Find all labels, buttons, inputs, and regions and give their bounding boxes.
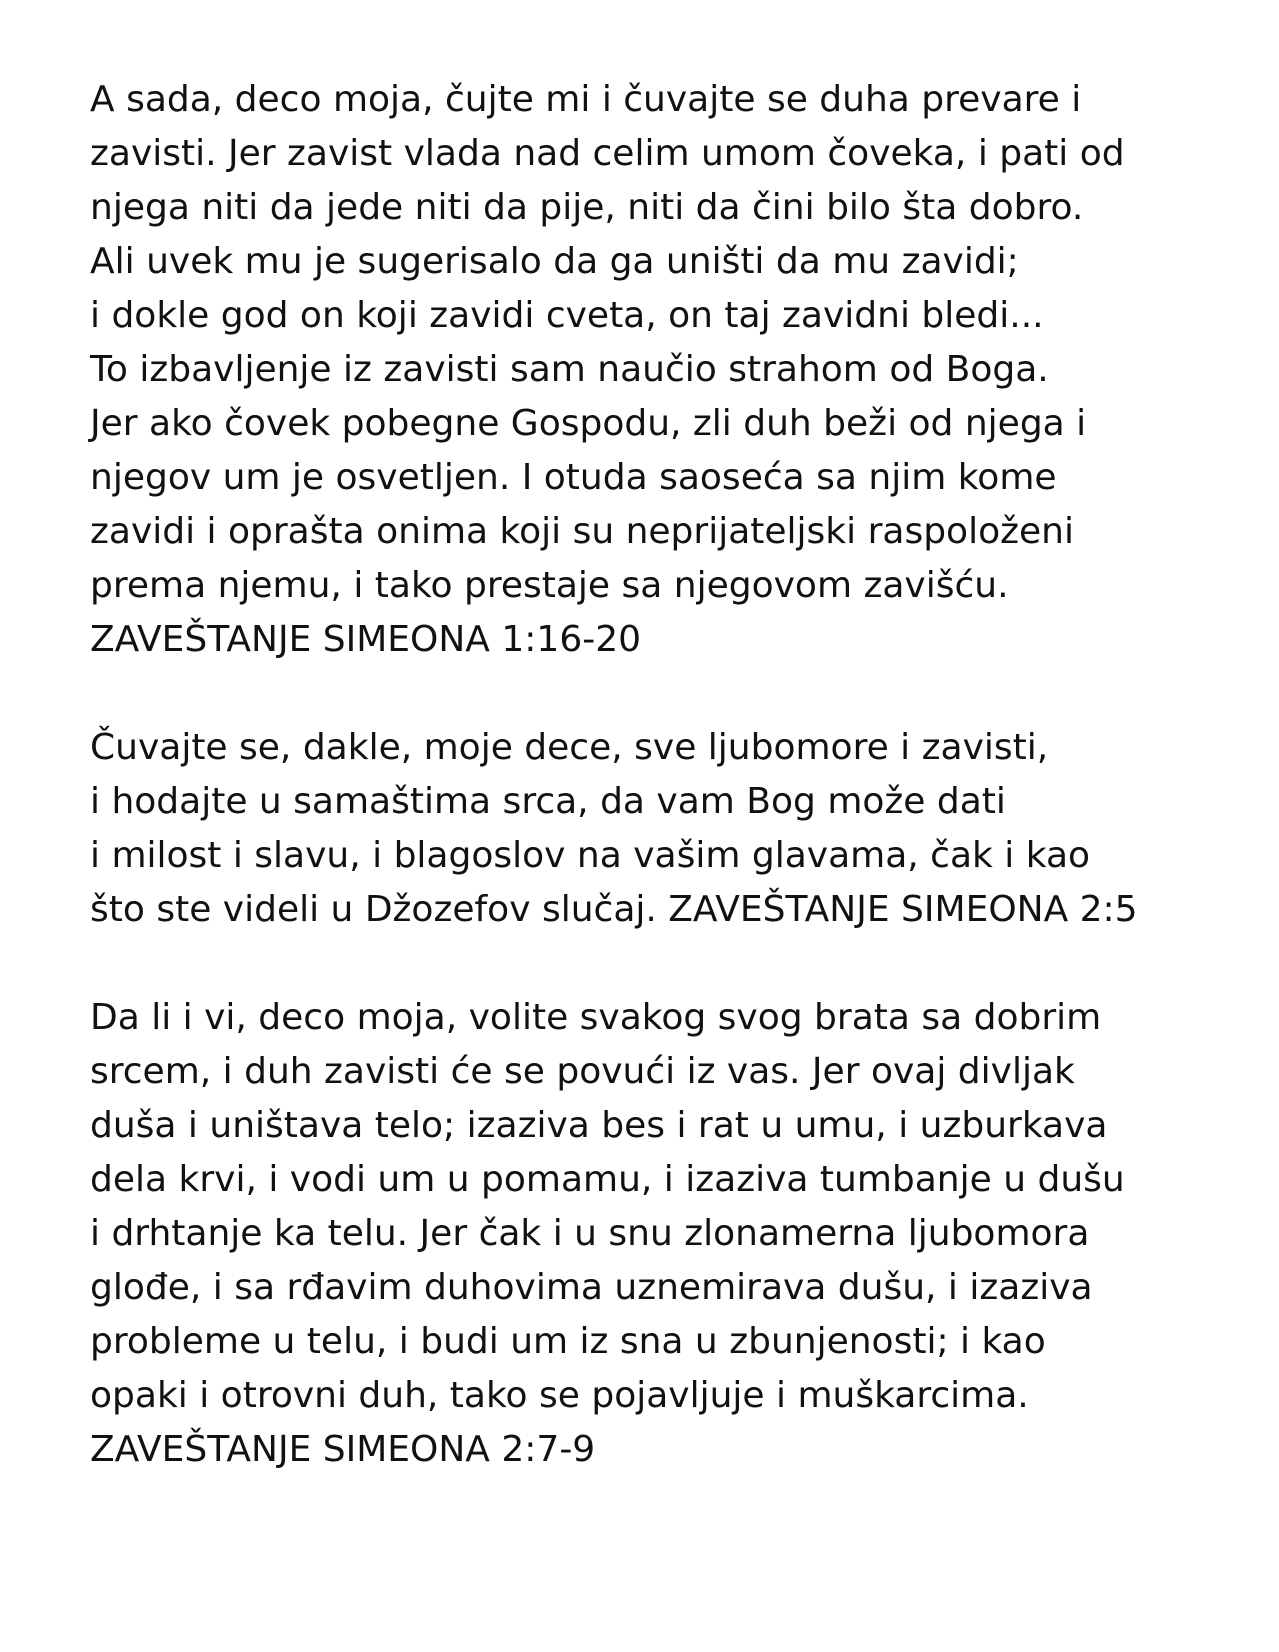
text-line: dela krvi, i vodi um u pomamu, i izaziva tumbanje u dušu (90, 1159, 1125, 1200)
text-line: njegov um je osvetljen. I otuda saoseća sa njim kome (90, 457, 1057, 498)
citation: ZAVEŠTANJE SIMEONA 1:16-20 (90, 619, 642, 660)
text-line: njega niti da jede niti da pije, niti da čini bilo šta dobro. (90, 187, 1084, 228)
text-line: i milost i slavu, i blagoslov na vašim glavama, čak i kao (90, 835, 1091, 876)
text-line: zavidi i oprašta onima koji su neprijateljski raspoloženi (90, 511, 1074, 552)
citation: ZAVEŠTANJE SIMEONA 2:7-9 (90, 1429, 596, 1470)
text-line: A sada, deco moja, čujte mi i čuvajte se duha prevare i (90, 79, 1082, 120)
text-line: Da li i vi, deco moja, volite svakog svog brata sa dobrim (90, 997, 1102, 1038)
text-line: Čuvajte se, dakle, moje dece, sve ljubomore i zavisti, (90, 727, 1049, 768)
text-line: probleme u telu, i budi um iz sna u zbunjenosti; i kao (90, 1321, 1046, 1362)
text-line: opaki i otrovni duh, tako se pojavljuje i muškarcima. (90, 1375, 1029, 1416)
text-line: Jer ako čovek pobegne Gospodu, zli duh beži od njega i (90, 403, 1087, 444)
text-line: glođe, i sa rđavim duhovima uznemirava dušu, i izaziva (90, 1267, 1093, 1308)
text-line: duša i uništava telo; izaziva bes i rat u umu, i uzburkava (90, 1105, 1108, 1146)
text-line: prema njemu, i tako prestaje sa njegovom zavišću. (90, 565, 1009, 606)
text-line: To izbavljenje iz zavisti sam naučio strahom od Boga. (90, 349, 1049, 390)
text-line: i drhtanje ka telu. Jer čak i u snu zlonamerna ljubomora (90, 1213, 1090, 1254)
text-line: i dokle god on koji zavidi cveta, on taj zavidni bledi... (90, 295, 1044, 336)
text-line: Ali uvek mu je sugerisalo da ga uništi da mu zavidi; (90, 241, 1019, 282)
text-line: srcem, i duh zavisti će se povući iz vas. Jer ovaj divljak (90, 1051, 1075, 1092)
text-line: zavisti. Jer zavist vlada nad celim umom čoveka, i pati od (90, 133, 1125, 174)
text-line: i hodajte u samaštima srca, da vam Bog može dati (90, 781, 1006, 822)
text-line: što ste videli u Džozefov slučaj. ZAVEŠTANJE SIMEONA 2:5 (90, 889, 1138, 930)
